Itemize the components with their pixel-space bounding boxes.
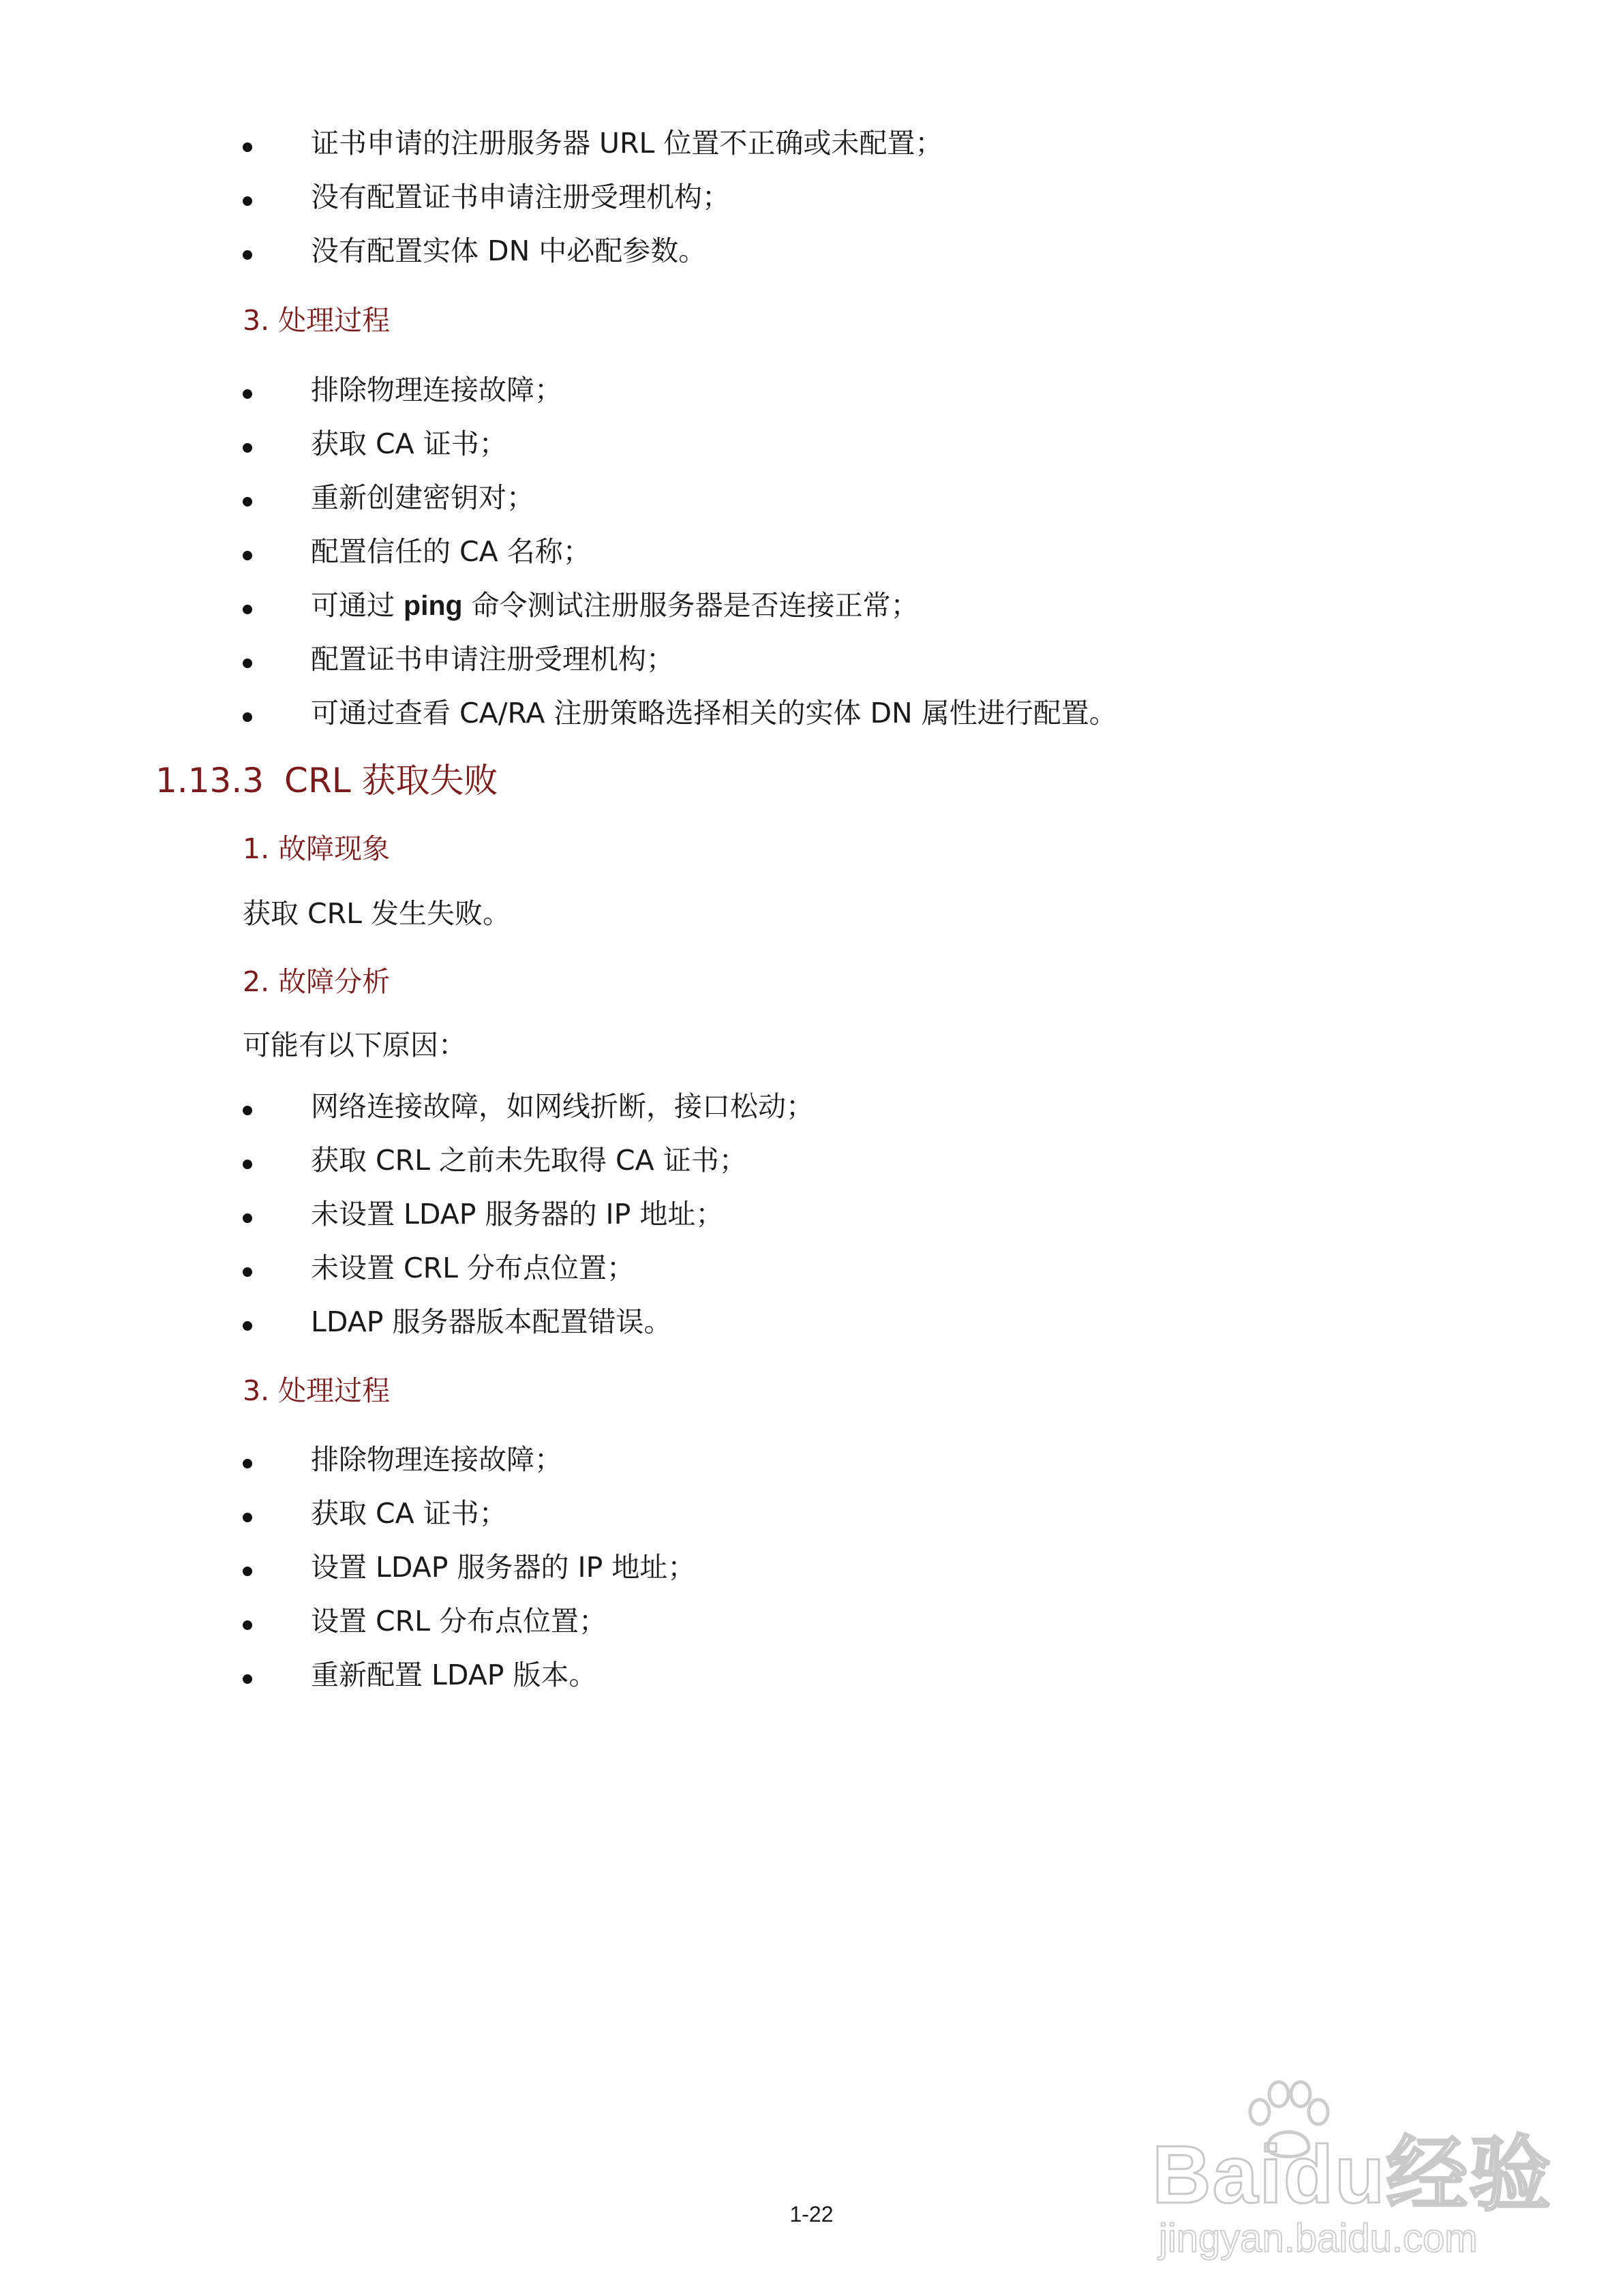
list-item-text: 配置信任的 CA 名称； [311,535,591,568]
process-list-2 [243,1433,695,1702]
section-title: CRL 获取失败 [284,761,498,800]
list-item-text: 设置 CRL 分布点位置； [311,1605,607,1637]
list-item-text-pre: 可通过 [311,589,404,622]
list-item-text: 配置证书申请注册受理机构； [311,643,674,676]
process-list-1 [243,363,1117,740]
bullet-icon [243,1459,252,1468]
command-keyword: ping [404,590,463,621]
bullet-icon [243,1213,252,1223]
list-item-text: 获取 CRL 之前未先取得 CA 证书； [311,1144,747,1177]
bullet-icon [243,497,252,507]
bullet-icon [243,712,252,722]
list-item [243,417,1117,471]
list-item [243,1595,695,1648]
list-item-text: 没有配置证书申请注册受理机构； [311,181,730,213]
list-item [243,1541,695,1595]
bullet-icon [243,250,252,260]
list-item [243,1241,814,1295]
section-number: 1.13.3 [155,761,264,800]
bullet-icon [243,1321,252,1331]
page-number: 1-22 [789,2202,834,2226]
list-item [243,525,1117,579]
list-item [243,686,1117,740]
list-item-text: 排除物理连接故障； [311,1443,562,1476]
heading-symptom: 1. 故障现象 [243,832,391,865]
bullet-icon [243,1267,252,1277]
list-item-text: 排除物理连接故障； [311,374,562,406]
watermark-logo: Baidu经验 [1152,2129,1553,2220]
list-item-text: 未设置 CRL 分布点位置； [311,1252,635,1284]
list-item [243,1648,695,1702]
list-item [243,363,1117,417]
list-item [243,471,1117,525]
list-item-text: LDAP 服务器版本配置错误。 [311,1305,672,1338]
bullet-icon [243,142,252,152]
section-heading [155,757,498,804]
list-item-text: 证书申请的注册服务器 URL 位置不正确或未配置； [311,127,943,160]
cause-list-continued [243,117,943,278]
bullet-icon [243,1674,252,1684]
list-item-text: 获取 CA 证书； [311,1497,507,1530]
list-item-text: 获取 CA 证书； [311,427,507,460]
bullet-icon [243,443,252,453]
bullet-icon [243,605,252,614]
list-item [243,1433,695,1487]
list-item-text: 可通过查看 CA/RA 注册策略选择相关的实体 DN 属性进行配置。 [311,697,1117,729]
bullet-icon [243,1620,252,1630]
list-item-text: 未设置 LDAP 服务器的 IP 地址； [311,1198,724,1230]
list-item-text-post: 命令测试注册服务器是否连接正常； [462,589,919,622]
baidu-jingyan-watermark [1152,2079,1553,2261]
analysis-intro: 可能有以下原因： [243,1029,466,1061]
list-item [243,1134,814,1188]
bullet-icon [243,1106,252,1115]
list-item [243,1080,814,1134]
bullet-icon [243,1567,252,1576]
bullet-icon [243,551,252,560]
symptom-text: 获取 CRL 发生失败。 [243,897,511,930]
bullet-icon [243,1513,252,1522]
list-item-text: 重新创建密钥对； [311,481,534,514]
heading-analysis: 2. 故障分析 [243,965,391,998]
watermark-site: jingyan.baidu.com [1159,2216,1478,2261]
list-item [243,117,943,170]
list-item [243,224,943,278]
list-item-text: 重新配置 LDAP 版本。 [311,1659,597,1691]
list-item [243,170,943,224]
list-item [243,1487,695,1541]
bullet-icon [243,389,252,399]
list-item [243,1188,814,1241]
cause-list [243,1080,814,1349]
list-item [243,633,1117,686]
bullet-icon [243,659,252,668]
heading-process-2: 3. 处理过程 [243,1374,391,1407]
list-item [243,1295,814,1349]
bullet-icon [243,196,252,206]
bullet-icon [243,1160,252,1169]
list-item-text: 设置 LDAP 服务器的 IP 地址； [311,1551,696,1584]
list-item [243,579,1117,633]
list-item-text: 网络连接故障，如网线折断，接口松动； [311,1090,814,1123]
heading-process-1: 3. 处理过程 [243,304,391,337]
list-item-text: 没有配置实体 DN 中必配参数。 [311,235,707,267]
